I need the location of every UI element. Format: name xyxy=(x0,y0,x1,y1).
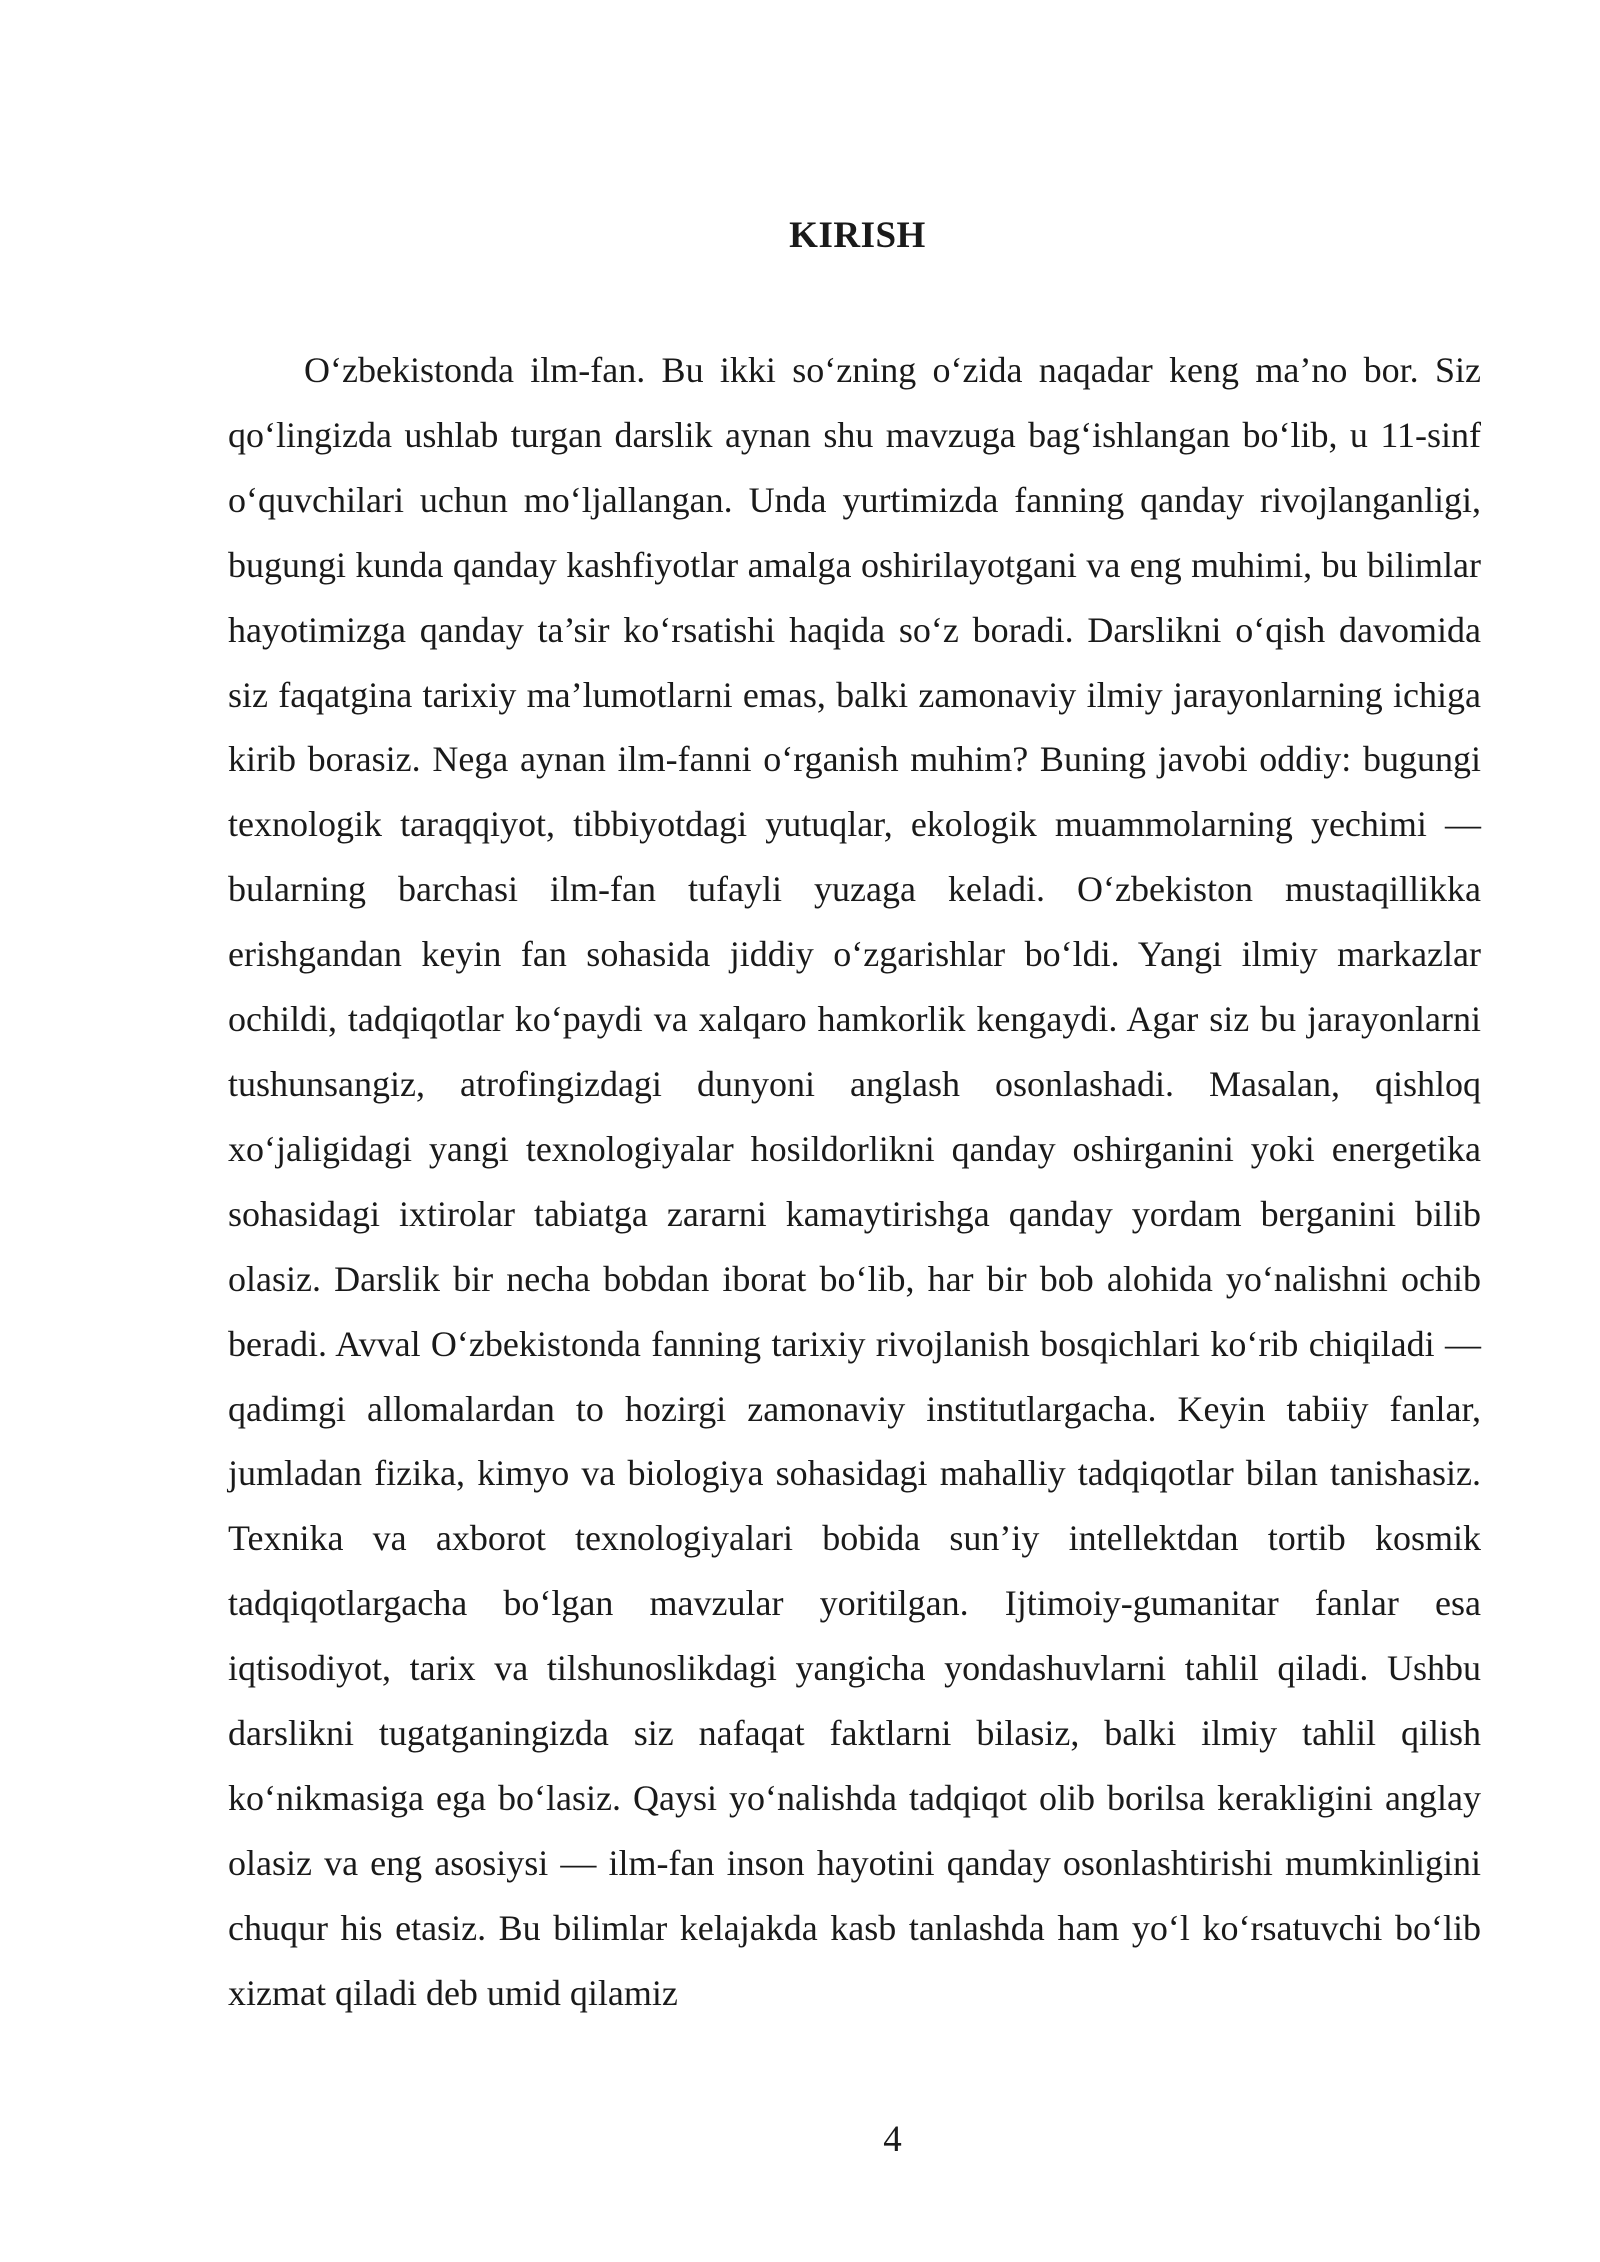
page-number: 4 xyxy=(883,2119,902,2160)
page-title: KIRISH xyxy=(789,215,926,256)
body-paragraph: O‘zbekistonda ilm-fan. Bu ikki so‘zning o‘zida naqadar keng ma’no bor. Siz qo‘lingizda ushlab turgan darslik aynan shu mavzuga bag‘ishlangan bo‘lib, u 11-sinf o‘quvchilari uchun mo‘ljallangan. Unda yurtimizda fanning qanday rivojlanganligi, bugungi kunda qanday kashfiyotlar amalga oshirilayotgani va eng muhimi, bu bilimlar hayotimizga qanday ta’sir ko‘rsatishi haqida so‘z boradi. Darslikni o‘qish davomida siz faqatgina tarixiy ma’lumotlarni emas, balki zamonaviy ilmiy jarayonlarning ichiga kirib borasiz. Nega aynan ilm-fanni o‘rganish muhim? Buning javobi oddiy: bugungi texnologik taraqqiyot, tibbiyotdagi yutuqlar, ekologik muammolarning yechimi — bularning barchasi ilm-fan tufayli yuzaga keladi. O‘zbekiston mustaqillikka erishgandan keyin fan sohasida jiddiy o‘zgarishlar bo‘ldi. Yangi ilmiy markazlar ochildi, tadqiqotlar ko‘paydi va xalqaro hamkorlik kengaydi. Agar siz bu jarayonlarni tushunsangiz, atrofingizdagi dunyoni anglash osonlashadi. Masalan, qishloq xo‘jaligidagi yangi texnologiyalar hosildorlikni qanday oshirganini yoki energetika sohasidagi ixtirolar tabiatga zararni kamaytirishga qanday yordam berganini bilib olasiz. Darslik bir necha bobdan iborat bo‘lib, har bir bob alohida yo‘nalishni ochib beradi. Avval O‘zbekistonda fanning tarixiy rivojlanish bosqichlari ko‘rib chiqiladi — qadimgi allomalardan to hozirgi zamonaviy institutlargacha. Keyin tabiiy fanlar, jumladan fizika, kimyo va biologiya sohasidagi mahalliy tadqiqotlar bilan tanishasiz. Texnika va axborot texnologiyalari bobida sun’iy intellektdan tortib kosmik tadqiqotlargacha bo‘lgan mavzular yoritilgan. Ijtimoiy-gumanitar fanlar esa iqtisodiyot, tarix va tilshunoslikdagi yangicha yondashuvlarni tahlil qiladi. Ushbu darslikni tugatganingizda siz nafaqat faktlarni bilasiz, balki ilmiy tahlil qilish ko‘nikmasiga ega bo‘lasiz. Qaysi yo‘nalishda tadqiqot olib borilsa kerakligini anglay olasiz va eng asosiysi — ilm-fan inson hayotini qanday osonlashtirishi mumkinligini chuqur his etasiz. Bu bilimlar kelajakda kasb tanlashda ham yo‘l ko‘rsatuvchi bo‘lib xizmat qiladi deb umid qilamiz xyxy=(228,350,1481,2013)
